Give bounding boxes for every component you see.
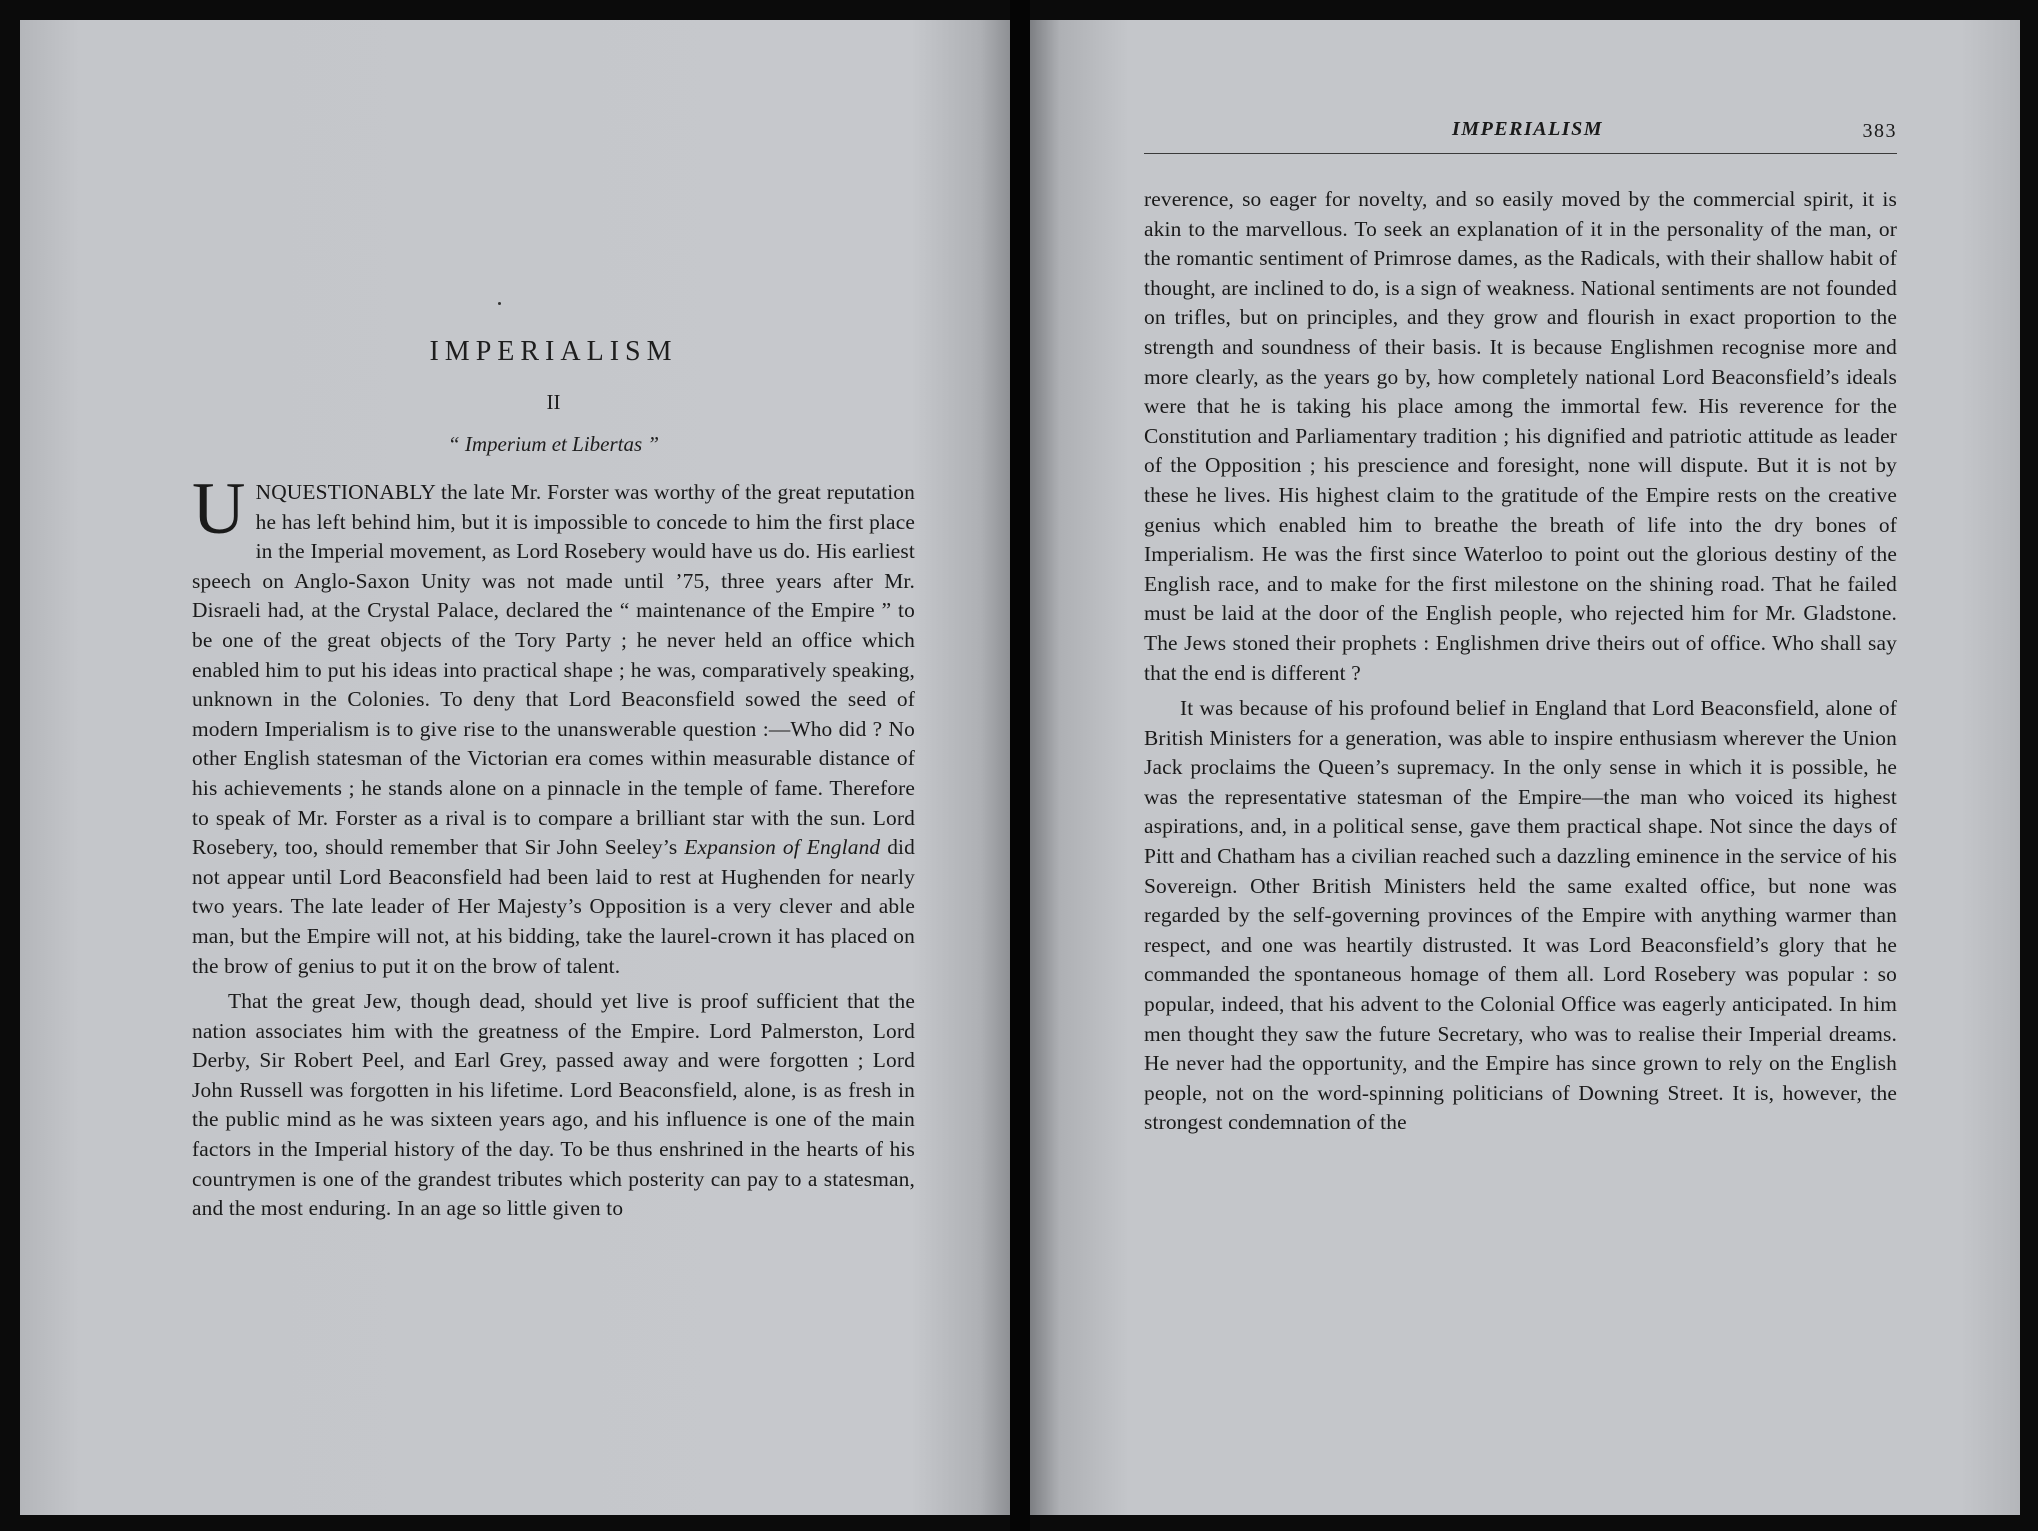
paragraph-new: It was because of his profound belief in England that Lord Beaconsfield, alone of British Ministers for a generation, was able to inspire enthusiasm wherever the Union Jack proclaims the Queen’s supremacy. In the only sense in which it is possible, he was the representative statesman of the Empire—the man who voiced its highest aspirations, and, in a political sense, gave them practical shape. Not since the days of Pitt and Chatham has a civilian reached such a dazzling eminence in the service of his Sovereign. Other British Ministers held the same exalted office, but none was regarded by the self-governing provinces of the Empire with anything warmer than respect, and one was heartily distrusted. It was Lord Beaconsfield’s glory that he commanded the spontaneous homage of them all. Lord Rosebery was popular : so popular, indeed, that his advent to the Colonial Office was eagerly anticipated. In him men thought they saw the future Secretary, who was to realise their Imperial dreams. He never had the opportunity, and the Empire has since grown to rely on the English people, not on the word-spinning politicians of Downing Street. It is, however, the strongest condemnation of the: [1144, 696, 1897, 1135]
running-head-title: IMPERIALISM: [1452, 118, 1603, 140]
print-speck: [498, 302, 501, 305]
paragraph-2: That the great Jew, though dead, should yet live is proof sufficient that the nation associates him with the greatness of the Empire. Lord Palmerston, Lord Derby, Sir Robert Peel, and Earl Grey, passed away and were forgotten ; Lord John Russell was forgotten in his lifetime. Lord Beaconsfield, alone, is as fresh in the public mind as he was sixteen years ago, and his influence is one of the main factors in the Imperial history of the day. To be thus enshrined in the hearts of his countrymen is one of the grandest tributes which posterity can pay to a statesman, and the most enduring. In an age so little given to: [192, 989, 915, 1221]
book-spine: [1010, 0, 1030, 1531]
right-body-text: [1144, 185, 1897, 1138]
header-rule: [1144, 153, 1897, 154]
part-number: II: [546, 390, 561, 414]
chapter-title: IMPERIALISM: [429, 336, 678, 367]
paragraph-continued: reverence, so eager for novelty, and so easily moved by the commercial spirit, it is akin to the marvellous. To seek an explanation of it in the personality of the man, or the romantic sentiment of Primrose dames, as the Radicals, with their shallow habit of thought, are inclined to do, is a sign of weakness. National sentiments are not founded on trifles, but on principles, and they grow and flourish in exact proportion to the strength and soundness of their basis. It is because Englishmen recognise more and more clearly, as the years go by, how completely national Lord Beaconsfield’s ideals were that he is taking his place among the immortal few. His reverence for the Constitution and Parliamentary tradition ; his dignified and patriotic attitude as leader of the Opposition ; his prescience and foresight, none will dispute. But it is not by these he lives. His highest claim to the gratitude of the Empire rests on the creative genius which enabled him to breathe the breath of life into the dry bones of Imperialism. He was the first since Waterloo to point out the glorious destiny of the English race, and to make for the first milestone on the shining road. That he failed must be laid at the door of the English people, who rejected him for Mr. Gladstone. The Jews stoned their prophets : Englishmen drive theirs out of office. Who shall say that the end is different ?: [1144, 187, 1897, 685]
paragraph-1-tail: did not appear until Lord Beaconsfield had been laid to rest at Hughenden for nearly two years. The late leader of Her Majesty’s Opposition is a very clever and able man, but the Empire will not, at his bidding, take the laurel-crown it has placed on the brow of genius to put it on the brow of talent.: [192, 835, 915, 978]
book-title-italic: Expansion of England: [684, 835, 881, 860]
paragraph-1-text: NQUESTIONABLY the late Mr. Forster was worthy of the great reputation he has left behind him, but it is impossible to concede to him the first place in the Imperial movement, as Lord Rosebery would have us do. His earliest speech on Anglo-Saxon Unity was not made until ’75, three years after Mr. Disraeli had, at the Crystal Palace, declared the “ maintenance of the Empire ” to be one of the great objects of the Tory Party ; he never held an office which enabled him to put his ideas into practical shape ; he was, comparatively speaking, unknown in the Colonies. To deny that Lord Beaconsfield sowed the seed of modern Imperialism is to give rise to the unanswerable question :—Who did ? No other English statesman of the Victorian era comes within measurable distance of his achievements ; he stands alone on a pinnacle in the temple of fame. Therefore to speak of Mr. Forster as a rival is to compare a brilliant star with the sun. Lord Rosebery, too, should remember that Sir John Seeley’s: [192, 480, 915, 860]
left-page: [20, 20, 1010, 1515]
right-page: [1030, 20, 2020, 1515]
chapter-motto: “ Imperium et Libertas ”: [447, 432, 660, 456]
page-number: 383: [1862, 120, 1897, 142]
left-body-text: [192, 468, 915, 1224]
drop-cap: U: [192, 468, 246, 550]
paragraph-1: [192, 468, 915, 981]
